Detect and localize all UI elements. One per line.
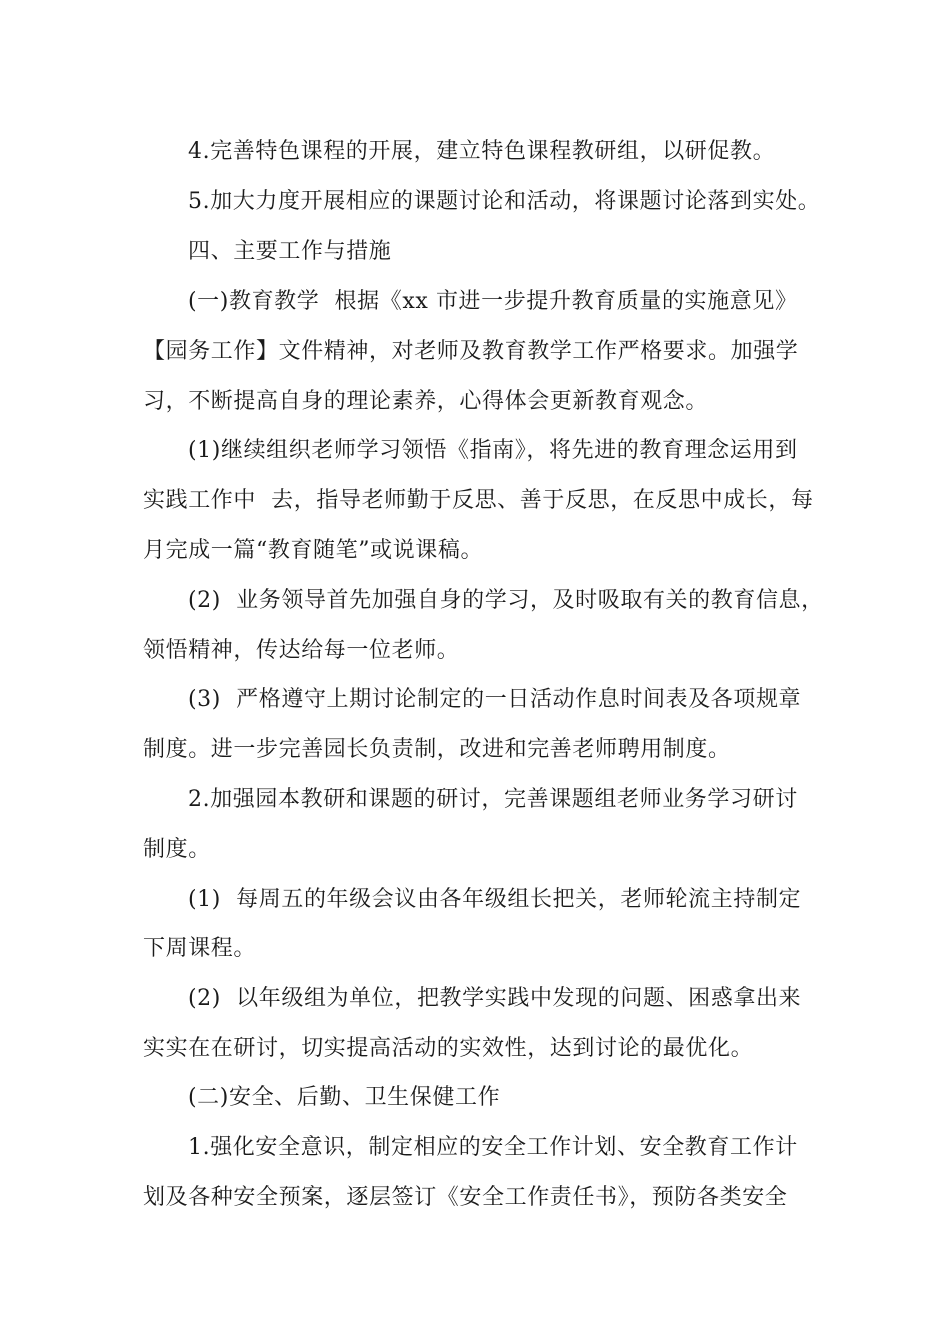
text-line: 习，不断提高自身的理论素养，心得体会更新教育观念。 (143, 389, 709, 414)
text-line: (2) 业务领导首先加强自身的学习，及时吸取有关的教育信息， (188, 588, 824, 613)
text-line: 1.强化安全意识，制定相应的安全工作计划、安全教育工作计 (188, 1135, 798, 1160)
text-line: (1)继续组织老师学习领悟《指南》，将先进的教育理念运用到 (188, 438, 798, 463)
text-line: 5.加大力度开展相应的课题讨论和活动，将课题讨论落到实处。 (188, 189, 821, 214)
text-line: 4.完善特色课程的开展，建立特色课程教研组，以研促教。 (188, 139, 776, 164)
text-line: 划及各种安全预案，逐层签订《安全工作责任书》，预防各类安全 (143, 1185, 788, 1210)
text-line: 月完成一篇“教育随笔”或说课稿。 (143, 538, 484, 563)
section-heading: 四、主要工作与措施 (188, 239, 392, 264)
text-line: (1) 每周五的年级会议由各年级组长把关，老师轮流主持制定 (188, 887, 802, 912)
text-line: 制度。 (143, 837, 211, 862)
subsection-heading: (一)教育教学 根据《xx 市进一步提升教育质量的实施意见》 (188, 289, 798, 314)
text-line: 实践工作中 去，指导老师勤于反思、善于反思，在反思中成长，每 (143, 488, 814, 513)
text-line: 【园务工作】文件精神，对老师及教育教学工作严格要求。加强学 (143, 339, 799, 364)
text-line: 制度。进一步完善园长负责制，改进和完善老师聘用制度。 (143, 737, 731, 762)
subsection-heading: (二)安全、后勤、卫生保健工作 (188, 1085, 501, 1110)
text-line: (3) 严格遵守上期讨论制定的一日活动作息时间表及各项规章 (188, 687, 802, 712)
text-line: 2.加强园本教研和课题的研讨，完善课题组老师业务学习研讨 (188, 787, 798, 812)
text-line: 下周课程。 (143, 936, 257, 961)
text-line: (2) 以年级组为单位，把教学实践中发现的问题、困惑拿出来 (188, 986, 802, 1011)
text-line: 实实在在研讨，切实提高活动的实效性，达到讨论的最优化。 (143, 1036, 754, 1061)
text-line: 领悟精神，传达给每一位老师。 (143, 638, 460, 663)
